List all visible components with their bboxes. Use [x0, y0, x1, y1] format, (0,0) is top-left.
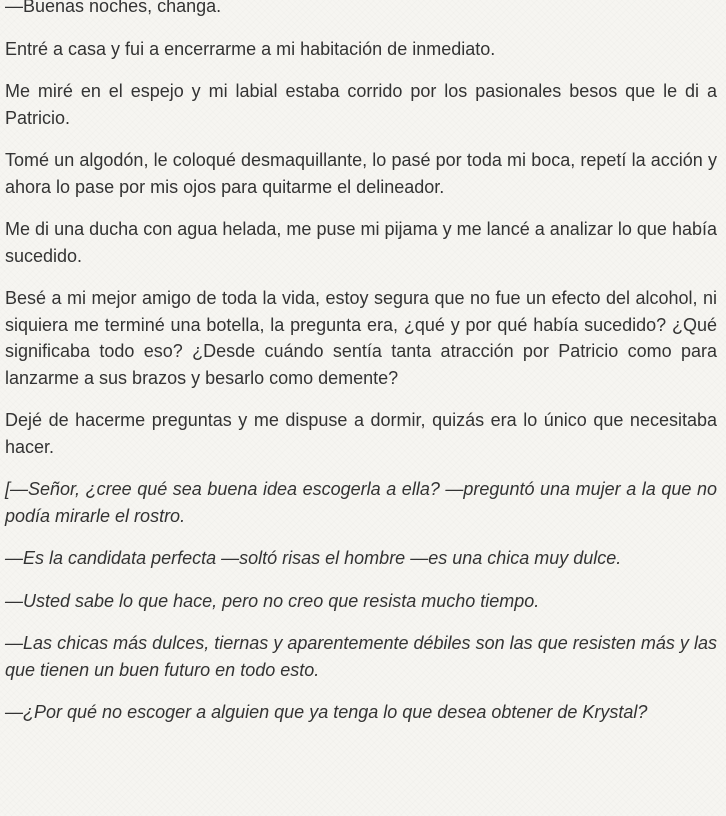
- paragraph: Dejé de hacerme preguntas y me dispuse a dormir, quizás era lo único que necesitaba hacer.: [5, 410, 717, 457]
- italic-paragraph: —Es la candidata perfecta —soltó risas el hombre —es una chica muy dulce.: [5, 548, 622, 568]
- paragraph: Besé a mi mejor amigo de toda la vida, estoy segura que no fue un efecto del alcohol, ni siquiera me terminé una botella, la pregunta era, ¿qué y por qué había sucedido? ¿Qué significaba todo eso? ¿Desde cuándo sentía tanta atracción por Patricio como para lanzarme a sus brazos y besarlo como demente?: [5, 288, 717, 388]
- paragraph: Tomé un algodón, le coloqué desmaquillante, lo pasé por toda mi boca, repetí la acción y ahora lo pase por mis ojos para quitarme el delineador.: [5, 150, 717, 197]
- paragraph: Me miré en el espejo y mi labial estaba corrido por los pasionales besos que le di a Patricio.: [5, 81, 717, 128]
- paragraph: Entré a casa y fui a encerrarme a mi habitación de inmediato.: [5, 38, 496, 59]
- italic-paragraph: [—Señor, ¿cree qué sea buena idea escogerla a ella? —preguntó una mujer a la que no podía mirarle el rostro.: [5, 479, 717, 526]
- paragraph: Me di una ducha con agua helada, me puse mi pijama y me lancé a analizar lo que había sucedido.: [5, 219, 717, 266]
- paragraph: —Buenas noches, changa.: [5, 0, 222, 16]
- italic-paragraph: —Usted sabe lo que hace, pero no creo que resista mucho tiempo.: [5, 590, 540, 611]
- story-text: [5, 0, 717, 742]
- italic-paragraph: —¿Por qué no escoger a alguien que ya tenga lo que desea obtener de Krystal?: [5, 702, 648, 722]
- italic-paragraph: —Las chicas más dulces, tiernas y aparentemente débiles son las que resisten más y las que tienen un buen futuro en todo esto.: [5, 633, 717, 680]
